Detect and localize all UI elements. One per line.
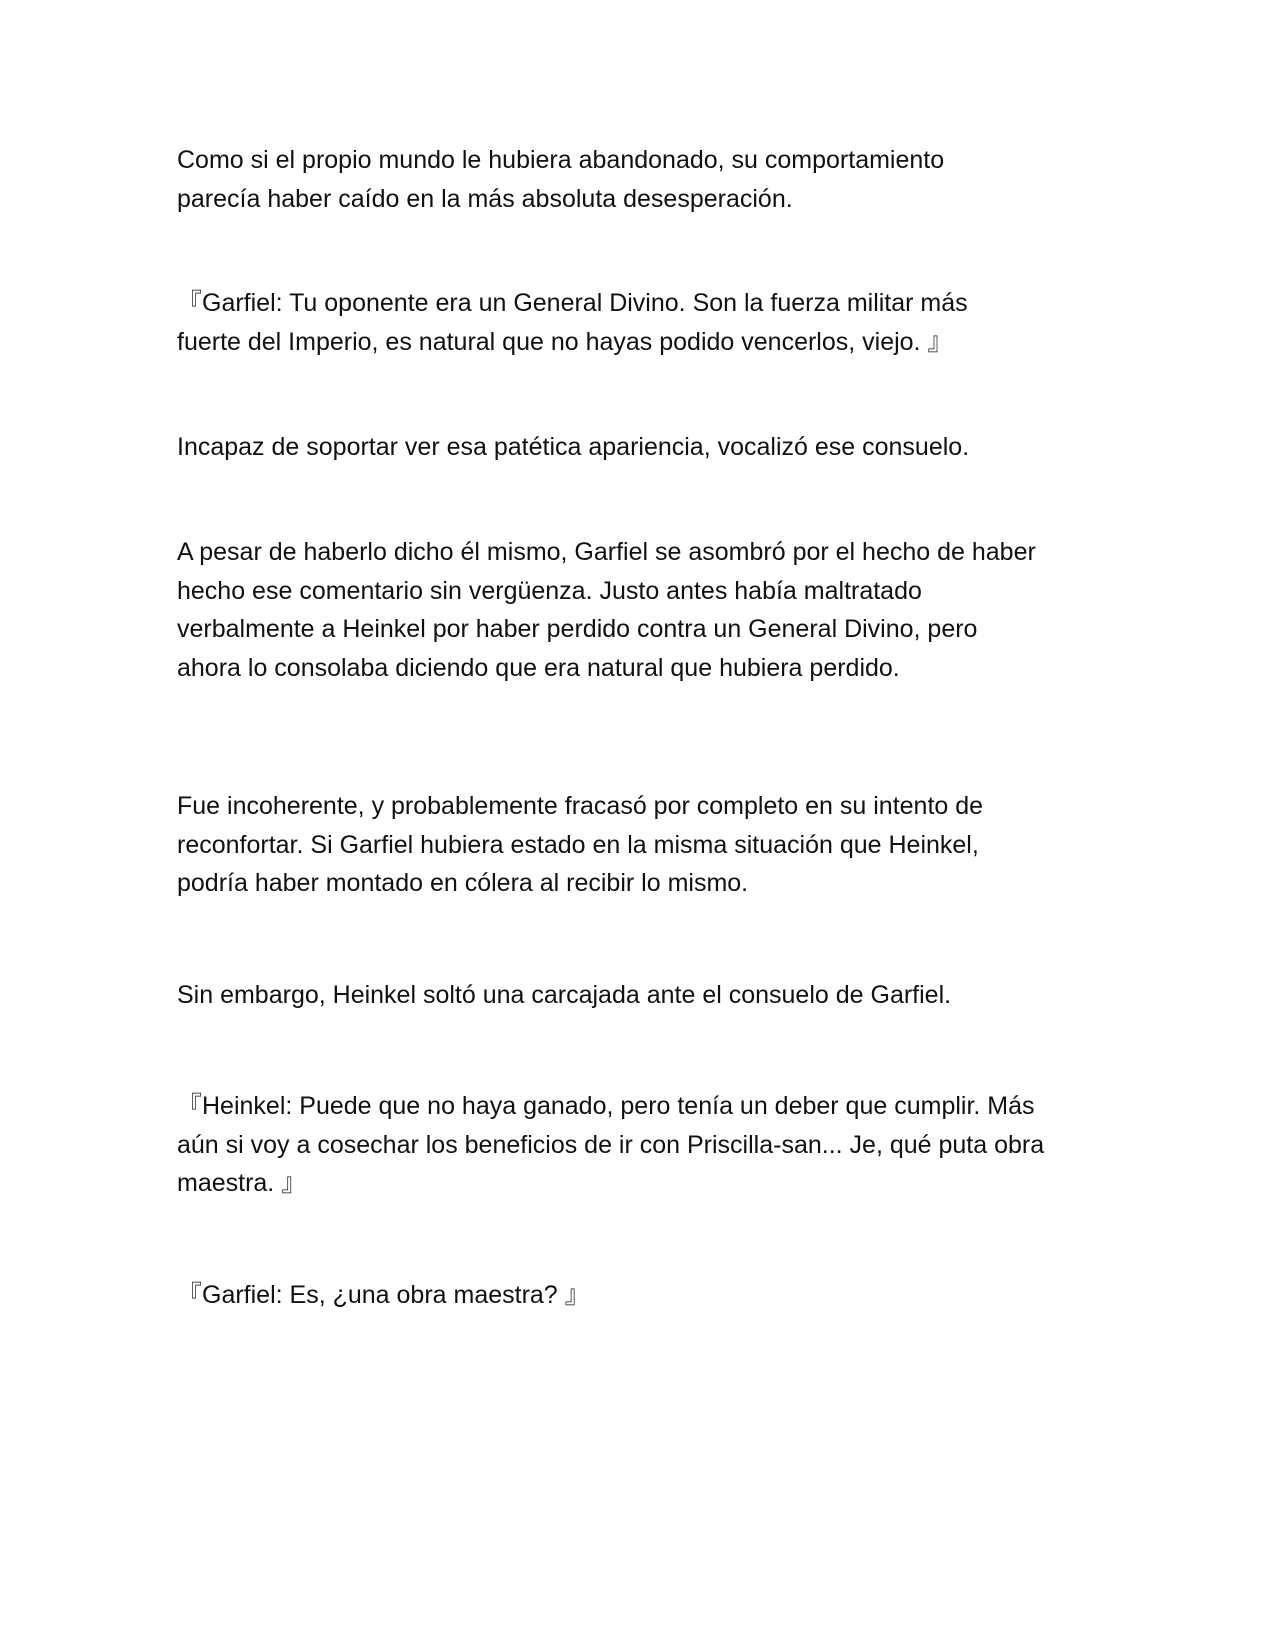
text-line: fuerte del Imperio, es natural que no hayas podido vencerlos, viejo. 』 xyxy=(177,327,953,356)
paragraph-narration xyxy=(177,533,1107,687)
text-line: reconfortar. Si Garfiel hubiera estado en la misma situación que Heinkel, xyxy=(177,830,979,859)
text-line: hecho ese comentario sin vergüenza. Justo antes había maltratado xyxy=(177,576,922,605)
text-line: 『Garfiel: Es, ¿una obra maestra? 』 xyxy=(177,1281,590,1309)
text-line: Como si el propio mundo le hubiera abandonado, su comportamiento xyxy=(177,146,945,174)
text-line: aún si voy a cosechar los beneficios de ir con Priscilla-san... Je, qué puta obra xyxy=(177,1130,1045,1159)
text-line: Sin embargo, Heinkel soltó una carcajada ante el consuelo de Garfiel. xyxy=(177,981,952,1009)
paragraph-narration xyxy=(177,787,1107,903)
paragraph-narration xyxy=(177,141,1107,218)
paragraph-narration xyxy=(177,976,1107,1015)
paragraph-dialogue-garfiel xyxy=(177,1276,1107,1315)
text-line: 『Garfiel: Tu oponente era un General Divino. Son la fuerza militar más xyxy=(177,289,968,317)
text-line: parecía haber caído en la más absoluta desesperación. xyxy=(177,184,793,213)
text-line: verbalmente a Heinkel por haber perdido contra un General Divino, pero xyxy=(177,615,978,643)
text-line: 『Heinkel: Puede que no haya ganado, pero tenía un deber que cumplir. Más xyxy=(177,1092,1035,1120)
text-line: maestra. 』 xyxy=(177,1169,307,1197)
text-line: ahora lo consolaba diciendo que era natural que hubiera perdido. xyxy=(177,653,900,682)
text-line: A pesar de haberlo dicho él mismo, Garfiel se asombró por el hecho de haber xyxy=(177,538,1036,566)
text-line: podría haber montado en cólera al recibir lo mismo. xyxy=(177,869,749,897)
paragraph-dialogue-garfiel xyxy=(177,284,1107,361)
paragraph-narration xyxy=(177,428,1107,467)
paragraph-dialogue-heinkel xyxy=(177,1087,1107,1203)
text-line: Fue incoherente, y probablemente fracasó por completo en su intento de xyxy=(177,792,984,820)
text-line: Incapaz de soportar ver esa patética apariencia, vocalizó ese consuelo. xyxy=(177,433,970,461)
